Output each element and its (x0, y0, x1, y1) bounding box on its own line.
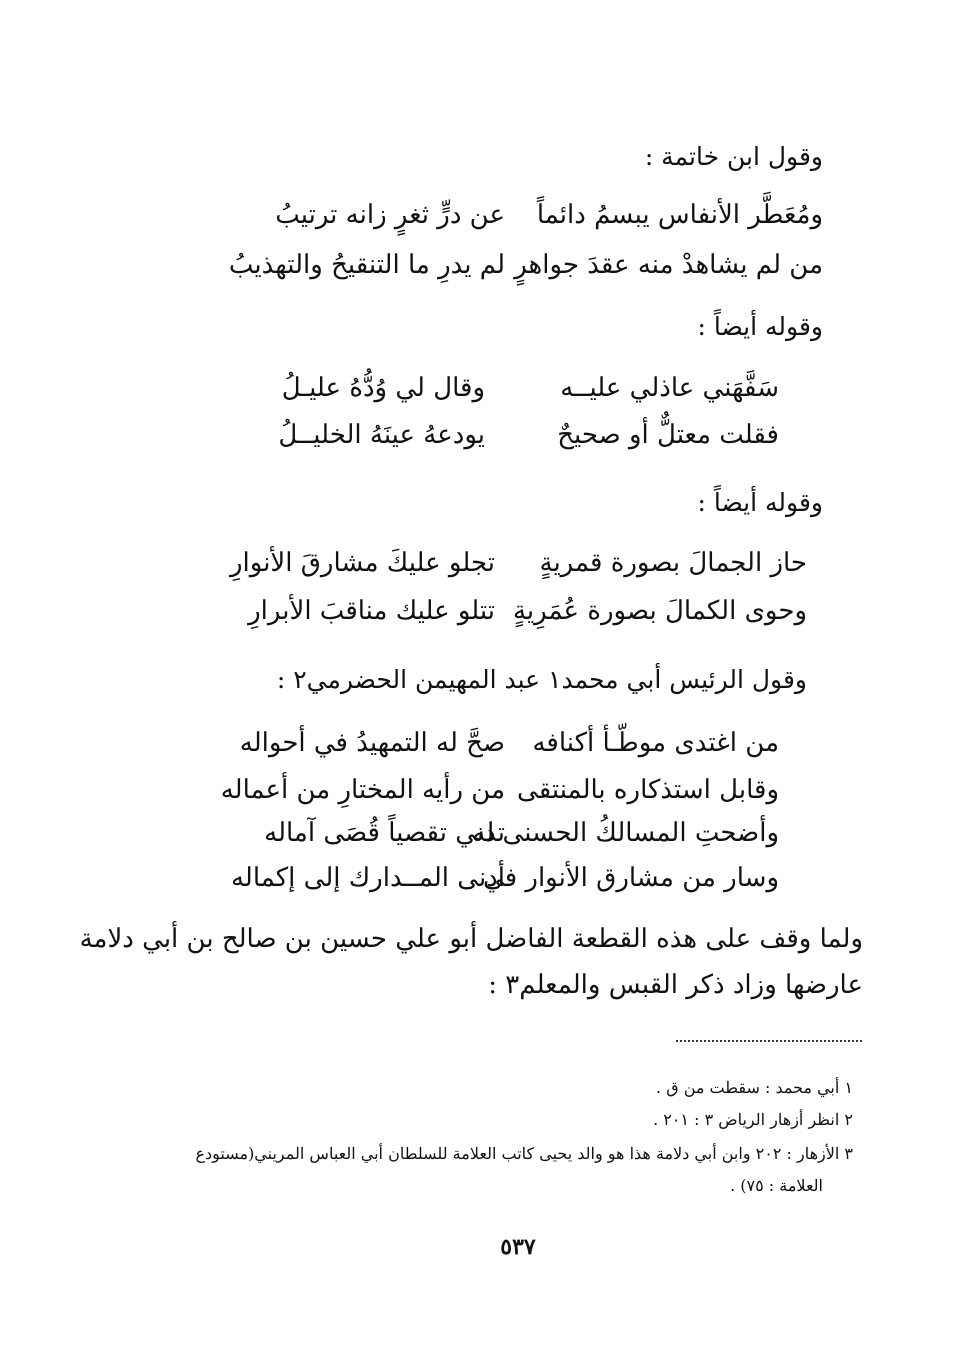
poem2-line2-second-hemistich: يودعهُ عينَهُ الخليــلُ (278, 420, 485, 450)
page-number: ٥٣٧ (500, 1234, 536, 1260)
footnote-1: ١ أبي محمد : سقطت من ق . (656, 1078, 853, 1097)
closing-paragraph-line1: ولما وقف على هذه القطعة الفاضل أبو علي حسين بن صالح بن أبي دلامة (79, 924, 863, 954)
footnote-divider (676, 1040, 862, 1042)
poem1-line1-first-hemistich: ومُعَطَّر الأنفاس يبسمُ دائماً (536, 200, 823, 230)
intro-ibn-khatima: وقول ابن خاتمة : (644, 142, 823, 171)
poem4-line3-first-hemistich: وأضحتِ المسالكُ الحسنى له (472, 818, 779, 848)
poem3-line2-second-hemistich: تتلو عليك مناقبَ الأبرارِ (248, 596, 495, 626)
footnote-2: ٢ انظر أزهار الرياض ٣ : ٢٠١ . (653, 1110, 853, 1129)
poem1-line1-second-hemistich: عن درٍّ ثغرٍ زانه ترتيبُ (275, 200, 505, 230)
poem3-line1-first-hemistich: حاز الجمالَ بصورة قمريةٍ (539, 548, 807, 578)
poem4-line1-first-hemistich: من اغتدى موطّـأ أكنافه (532, 728, 779, 758)
intro-also-1: وقوله أيضاً : (697, 312, 823, 341)
poem4-line4-second-hemistich: أدنى المــدارك إلى إكماله (230, 863, 505, 893)
poem2-line1-first-hemistich: سَفَّهَني عاذلي عليــه (560, 373, 779, 403)
poem4-line3-second-hemistich: تدني تقصياً قُصَى آماله (264, 818, 505, 848)
poem4-line2-second-hemistich: من رأيه المختارِ من أعماله (220, 775, 505, 805)
poem4-line1-second-hemistich: صحَّ له التمهيدُ في أحواله (239, 728, 505, 758)
closing-paragraph-line2: عارضها وزاد ذكر القبس والمعلم٣ : (488, 970, 863, 1000)
poem1-line2-first-hemistich: من لم يشاهدْ منه عقدَ جواهرٍ (514, 250, 823, 280)
poem1-line2-second-hemistich: لم يدرِ ما التنقيحُ والتهذيبُ (228, 250, 505, 280)
intro-also-2: وقوله أيضاً : (697, 488, 823, 517)
intro-abd-al-muhaymin: وقول الرئيس أبي محمد١ عبد المهيمن الحضرمي٢ : (276, 665, 807, 694)
poem4-line4-first-hemistich: وسار من مشارق الأنوار في (483, 863, 779, 893)
footnote-3: ٣ الأزهار : ٢٠٢ وابن أبي دلامة هذا هو والد يحيى كاتب العلامة للسلطان أبي العباس المريني(مستودع (195, 1144, 853, 1163)
poem2-line1-second-hemistich: وقال لي وُدُّهُ عليـلُ (281, 373, 485, 403)
footnote-3-continuation: العلامة : ٧٥) . (730, 1176, 823, 1195)
poem4-line2-first-hemistich: وقابل استذكاره بالمنتقى (517, 775, 779, 805)
poem3-line1-second-hemistich: تجلو عليكَ مشارقَ الأنوارِ (229, 548, 495, 578)
poem2-line2-first-hemistich: فقلت معتلٌّ أو صحيحٌ (557, 420, 779, 450)
poem3-line2-first-hemistich: وحوى الكمالَ بصورة عُمَرِيةٍ (512, 596, 807, 626)
